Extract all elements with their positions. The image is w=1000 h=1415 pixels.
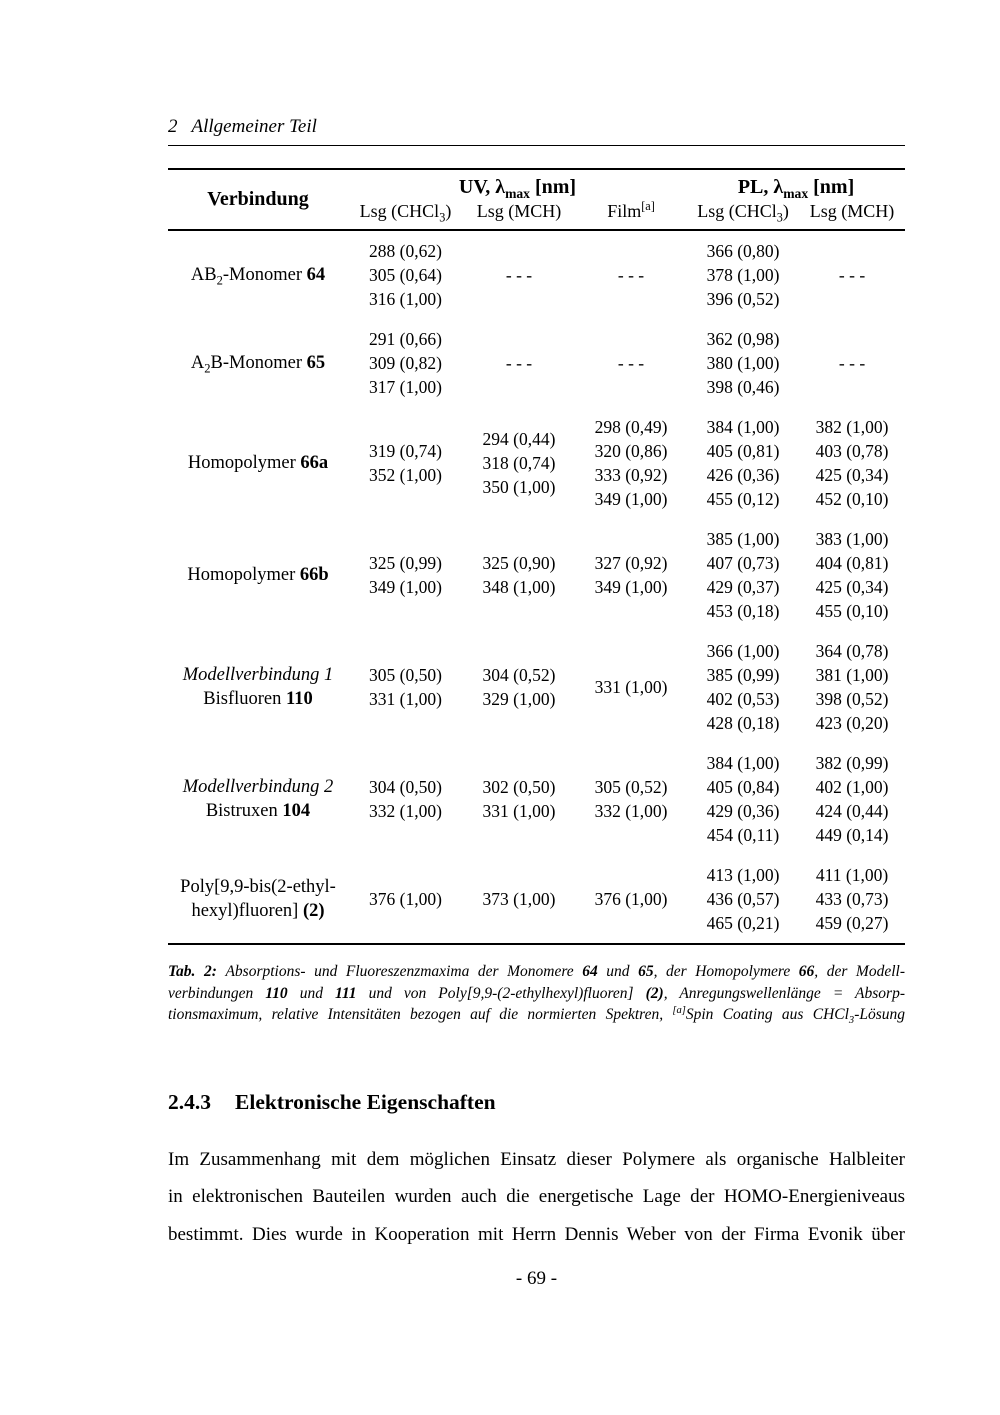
cell-line: 455 (0,12) bbox=[706, 489, 780, 509]
text-run: A bbox=[190, 353, 205, 373]
cell-line: 288 (0,62) bbox=[369, 241, 442, 261]
value-cell bbox=[687, 319, 799, 407]
value-cell bbox=[575, 519, 687, 631]
cell-line: 349 (1,00) bbox=[594, 489, 668, 509]
cell-line: 331 (1,00) bbox=[594, 677, 668, 697]
text-run: Bisfluoren bbox=[203, 689, 286, 709]
running-header-chapter-number: 2 bbox=[168, 116, 178, 137]
cell-line bbox=[170, 351, 346, 375]
text-run: Film bbox=[607, 201, 642, 221]
cell-line: 376 (1,00) bbox=[594, 889, 668, 909]
cell-line: 364 (0,78) bbox=[815, 641, 889, 661]
text-run: , der Homopolymere bbox=[653, 963, 799, 980]
spectra-table bbox=[168, 168, 905, 945]
caption-line bbox=[168, 961, 905, 983]
cell-line: 385 (0,99) bbox=[706, 665, 780, 685]
cell-line: 304 (0,52) bbox=[482, 665, 556, 685]
value-cell bbox=[687, 519, 799, 631]
cell-line: 453 (0,18) bbox=[706, 601, 780, 621]
value-cell bbox=[463, 407, 575, 519]
text-run: ) bbox=[782, 201, 789, 221]
value-cell bbox=[348, 519, 463, 631]
cell-line: 384 (1,00) bbox=[706, 753, 780, 773]
body-paragraph bbox=[168, 1141, 905, 1254]
cell-line: 302 (0,50) bbox=[482, 777, 556, 797]
cell-line: 405 (0,81) bbox=[706, 441, 780, 461]
value-cell bbox=[799, 855, 905, 944]
cell-line: 436 (0,57) bbox=[706, 889, 780, 909]
value-cell bbox=[348, 855, 463, 944]
caption-line bbox=[168, 1004, 905, 1026]
cell-line: 304 (0,50) bbox=[369, 777, 442, 797]
text-run: [nm] bbox=[529, 176, 577, 198]
cell-line: 291 (0,66) bbox=[369, 329, 442, 349]
cell-line: 298 (0,49) bbox=[594, 417, 668, 437]
cell-line: 332 (1,00) bbox=[369, 801, 442, 821]
cell-line bbox=[170, 799, 346, 823]
cell-line: 383 (1,00) bbox=[815, 529, 889, 549]
col-header-verbindung: Verbindung bbox=[207, 188, 309, 210]
value-cell bbox=[687, 743, 799, 855]
cell-line bbox=[170, 687, 346, 711]
value-cell bbox=[348, 407, 463, 519]
cell-line: 329 (1,00) bbox=[482, 689, 556, 709]
text-run: 111 bbox=[335, 984, 357, 1002]
text-run: und bbox=[287, 984, 336, 1002]
cell-line: 384 (1,00) bbox=[706, 417, 780, 437]
cell-line: 350 (1,00) bbox=[482, 477, 556, 497]
text-run: hexyl)fluoren] bbox=[191, 901, 303, 921]
text-run: PL, λ bbox=[737, 176, 784, 198]
uv-group-label bbox=[458, 176, 577, 201]
cell-line: - - - bbox=[505, 265, 533, 285]
text-run: 3 bbox=[439, 210, 446, 225]
text-run: tionsmaximum, relative Intensitäten bezogen auf die normierten Spektren, bbox=[168, 1006, 673, 1023]
value-cell bbox=[799, 319, 905, 407]
cell-line: 305 (0,52) bbox=[594, 777, 668, 797]
cell-line: 352 (1,00) bbox=[369, 465, 442, 485]
cell-line bbox=[170, 875, 346, 899]
section-number: 2.4.3 bbox=[168, 1089, 211, 1114]
value-cell bbox=[687, 230, 799, 319]
cell-line: 455 (0,10) bbox=[815, 601, 889, 621]
text-run: B-Monomer bbox=[210, 353, 307, 373]
cell-line: 452 (0,10) bbox=[815, 489, 889, 509]
text-run: Homopolymer bbox=[187, 565, 300, 585]
text-run: Lsg (MCH) bbox=[809, 201, 895, 221]
cell-line: 320 (0,86) bbox=[594, 441, 668, 461]
value-cell bbox=[687, 407, 799, 519]
value-cell bbox=[463, 855, 575, 944]
cell-line: 325 (0,99) bbox=[369, 553, 442, 573]
table-row bbox=[168, 519, 905, 631]
cell-line: 413 (1,00) bbox=[706, 865, 780, 885]
value-cell bbox=[463, 519, 575, 631]
text-run: 2 bbox=[216, 273, 223, 288]
cell-line: - - - bbox=[617, 265, 645, 285]
text-run: verbindungen bbox=[168, 984, 266, 1002]
cell-line: 325 (0,90) bbox=[482, 553, 556, 573]
cell-line bbox=[170, 451, 346, 475]
text-run: 2 bbox=[204, 361, 211, 376]
value-cell bbox=[799, 230, 905, 319]
cell-line: 398 (0,46) bbox=[706, 377, 780, 397]
value-cell bbox=[799, 631, 905, 743]
text-run: 65 bbox=[306, 353, 326, 373]
text-run: 64 bbox=[306, 265, 326, 285]
text-run: max bbox=[505, 186, 530, 201]
cell-line: 349 (1,00) bbox=[369, 577, 442, 597]
text-run: Absorptions- und Fluoreszenzmaxima der Monomere bbox=[225, 963, 583, 980]
value-cell bbox=[799, 743, 905, 855]
cell-line: 333 (0,92) bbox=[594, 465, 668, 485]
compound-name-cell bbox=[168, 319, 348, 407]
text-run: Lsg (CHCl bbox=[359, 201, 440, 221]
cell-line: 404 (0,81) bbox=[815, 553, 889, 573]
text-run: und bbox=[597, 963, 639, 980]
text-run: Modellverbindung 1 bbox=[182, 665, 334, 685]
cell-line bbox=[170, 899, 346, 923]
cell-line: 362 (0,98) bbox=[706, 329, 780, 349]
cell-line: 316 (1,00) bbox=[369, 289, 442, 309]
text-run: [nm] bbox=[808, 176, 855, 198]
cell-line: 318 (0,74) bbox=[482, 453, 556, 473]
page-number: - 69 - bbox=[515, 1268, 558, 1289]
cell-line: 366 (1,00) bbox=[706, 641, 780, 661]
cell-line bbox=[170, 663, 346, 687]
cell-line: 449 (0,14) bbox=[815, 825, 889, 845]
text-run: Bistruxen bbox=[205, 801, 283, 821]
body-line: bestimmt. Dies wurde in Kooperation mit Herrn Dennis Weber von der Firma Evonik über bbox=[168, 1223, 905, 1245]
text-run: -Lösung bbox=[854, 1006, 906, 1023]
value-cell bbox=[463, 743, 575, 855]
cell-line: 429 (0,36) bbox=[706, 801, 780, 821]
table-row bbox=[168, 855, 905, 944]
cell-line: - - - bbox=[838, 353, 866, 373]
table-head bbox=[168, 169, 905, 230]
cell-line: 407 (0,73) bbox=[706, 553, 780, 573]
cell-line: 398 (0,52) bbox=[815, 689, 889, 709]
cell-line: 380 (1,00) bbox=[706, 353, 780, 373]
cell-line: 327 (0,92) bbox=[594, 553, 668, 573]
text-run: 3 bbox=[776, 210, 783, 225]
value-cell bbox=[575, 407, 687, 519]
value-cell bbox=[799, 519, 905, 631]
column-subheader bbox=[799, 199, 905, 230]
cell-line: 433 (0,73) bbox=[815, 889, 889, 909]
table-row bbox=[168, 631, 905, 743]
text-run: , der Modell- bbox=[814, 963, 905, 980]
cell-line: 426 (0,36) bbox=[706, 465, 780, 485]
table-row bbox=[168, 319, 905, 407]
cell-line: 425 (0,34) bbox=[815, 577, 889, 597]
cell-line: 405 (0,84) bbox=[706, 777, 780, 797]
text-run: Spin Coating aus CHCl bbox=[685, 1006, 849, 1023]
text-run: 66 bbox=[798, 963, 815, 980]
pl-group-label bbox=[737, 176, 855, 201]
table-row bbox=[168, 230, 905, 319]
text-run: und von Poly[9,9-(2-ethylhexyl)fluoren] bbox=[356, 984, 646, 1002]
text-run: 65 bbox=[638, 963, 654, 980]
cell-line: 381 (1,00) bbox=[815, 665, 889, 685]
cell-line: 396 (0,52) bbox=[706, 289, 780, 309]
group-header-row bbox=[168, 169, 905, 199]
cell-line: 305 (0,50) bbox=[369, 665, 442, 685]
table-body bbox=[168, 230, 905, 944]
col-group-uv bbox=[348, 169, 687, 199]
cell-line: 366 (0,80) bbox=[706, 241, 780, 261]
value-cell bbox=[463, 631, 575, 743]
cell-line: 402 (0,53) bbox=[706, 689, 780, 709]
text-run: ) bbox=[445, 201, 452, 221]
cell-line: 319 (0,74) bbox=[369, 441, 442, 461]
cell-line: 373 (1,00) bbox=[482, 889, 556, 909]
cell-line: 382 (1,00) bbox=[815, 417, 889, 437]
cell-line: 454 (0,11) bbox=[706, 825, 780, 845]
cell-line: 378 (1,00) bbox=[706, 265, 780, 285]
table-row bbox=[168, 743, 905, 855]
column-subheader bbox=[348, 199, 463, 230]
table-caption bbox=[168, 961, 905, 1026]
text-run: max bbox=[783, 186, 809, 201]
cell-line: 411 (1,00) bbox=[815, 865, 889, 885]
compound-name-cell bbox=[168, 743, 348, 855]
cell-line: 429 (0,37) bbox=[706, 577, 780, 597]
text-run: AB bbox=[190, 265, 217, 285]
cell-line bbox=[170, 263, 346, 287]
text-run: 64 bbox=[582, 963, 598, 980]
value-cell bbox=[575, 230, 687, 319]
value-cell bbox=[687, 631, 799, 743]
body-line: in elektronischen Bauteilen wurden auch die energetische Lage der HOMO-Energieniveaus bbox=[168, 1186, 905, 1207]
compound-name-cell bbox=[168, 407, 348, 519]
value-cell bbox=[348, 230, 463, 319]
cell-line: 424 (0,44) bbox=[815, 801, 889, 821]
cell-line: 309 (0,82) bbox=[369, 353, 442, 373]
text-run: Lsg (CHCl bbox=[697, 201, 777, 221]
cell-line: - - - bbox=[617, 353, 645, 373]
cell-line: 385 (1,00) bbox=[706, 529, 780, 549]
text-run: UV, λ bbox=[458, 176, 506, 198]
column-subheader bbox=[687, 199, 799, 230]
cell-line: 465 (0,21) bbox=[706, 913, 780, 933]
running-header bbox=[168, 116, 905, 146]
section-heading bbox=[168, 1090, 905, 1115]
cell-line: 425 (0,34) bbox=[815, 465, 889, 485]
cell-line: 331 (1,00) bbox=[369, 689, 442, 709]
cell-line: 423 (0,20) bbox=[815, 713, 889, 733]
cell-line: 348 (1,00) bbox=[482, 577, 556, 597]
compound-name-cell bbox=[168, 519, 348, 631]
cell-line: 402 (1,00) bbox=[815, 777, 889, 797]
compound-name-cell bbox=[168, 230, 348, 319]
text-run: Homopolymer bbox=[187, 453, 301, 473]
value-cell bbox=[575, 319, 687, 407]
text-run: 66a bbox=[300, 453, 329, 473]
body-line: Im Zusammenhang mit dem möglichen Einsatz dieser Polymere als organische Halbleiter bbox=[168, 1148, 905, 1170]
value-cell bbox=[687, 855, 799, 944]
text-run: Lsg (MCH) bbox=[476, 201, 562, 221]
text-run: 110 bbox=[286, 689, 313, 709]
cell-line: 428 (0,18) bbox=[706, 713, 780, 733]
compound-name-cell bbox=[168, 631, 348, 743]
running-header-title: Allgemeiner Teil bbox=[191, 116, 317, 137]
value-cell bbox=[799, 407, 905, 519]
cell-line: - - - bbox=[505, 353, 533, 373]
cell-line: 382 (0,99) bbox=[815, 753, 889, 773]
value-cell bbox=[348, 319, 463, 407]
text-run: (2) bbox=[302, 901, 325, 921]
cell-line bbox=[170, 563, 346, 587]
value-cell bbox=[575, 743, 687, 855]
cell-line: 317 (1,00) bbox=[369, 377, 442, 397]
cell-line: 459 (0,27) bbox=[815, 913, 889, 933]
text-run: 110 bbox=[265, 984, 288, 1002]
col-group-pl bbox=[687, 169, 905, 199]
text-run: 66b bbox=[299, 565, 329, 585]
compound-name-cell bbox=[168, 855, 348, 944]
value-cell bbox=[463, 230, 575, 319]
cell-line: 332 (1,00) bbox=[594, 801, 668, 821]
cell-line: 376 (1,00) bbox=[369, 889, 442, 909]
text-run: (2) bbox=[645, 984, 664, 1002]
cell-line bbox=[170, 775, 346, 799]
value-cell bbox=[463, 319, 575, 407]
column-subheader bbox=[463, 199, 575, 230]
text-run: 104 bbox=[282, 801, 311, 821]
text-run: [a] bbox=[641, 199, 655, 213]
value-cell bbox=[575, 855, 687, 944]
text-run: , Anregungswellenlänge = Absorp- bbox=[663, 984, 906, 1002]
section-title: Elektronische Eigenschaften bbox=[235, 1089, 496, 1114]
text-run: 3 bbox=[848, 1015, 855, 1027]
cell-line: - - - bbox=[838, 265, 866, 285]
cell-line: 305 (0,64) bbox=[369, 265, 442, 285]
text-run: -Monomer bbox=[222, 265, 307, 285]
text-run: Poly[9,9-bis(2-ethyl- bbox=[180, 877, 336, 897]
cell-line: 294 (0,44) bbox=[482, 429, 556, 449]
cell-line: 331 (1,00) bbox=[482, 801, 556, 821]
column-subheader bbox=[575, 199, 687, 230]
caption-line bbox=[168, 983, 905, 1005]
cell-line: 349 (1,00) bbox=[594, 577, 668, 597]
text-run: [a] bbox=[672, 1004, 686, 1016]
table-row bbox=[168, 407, 905, 519]
text-run: Tab. 2: bbox=[168, 963, 226, 980]
value-cell bbox=[575, 631, 687, 743]
value-cell bbox=[348, 631, 463, 743]
text-run: Modellverbindung 2 bbox=[182, 777, 334, 797]
cell-line: 403 (0,78) bbox=[815, 441, 889, 461]
value-cell bbox=[348, 743, 463, 855]
